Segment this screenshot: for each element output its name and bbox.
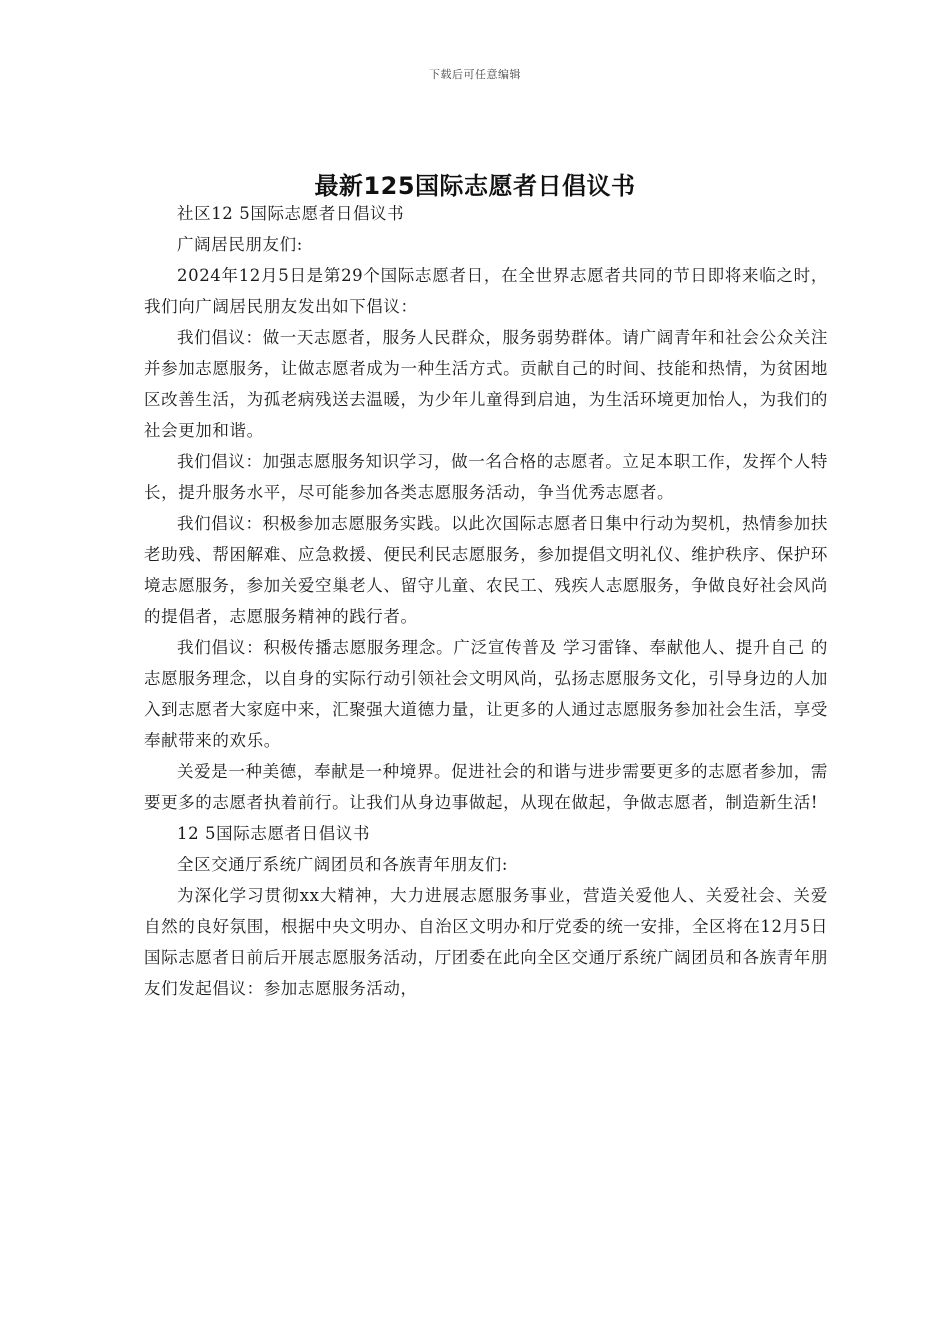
paragraph-proposal-1: 我们倡议：做一天志愿者，服务人民群众，服务弱势群体。请广阔青年和社会公众关注并参加志愿服务，让做志愿者成为一种生活方式。贡献自己的时间、技能和热情，为贫困地区改善生活，为孤老病残送去温暖，为少年儿童得到启迪，为生活环境更加怡人，为我们的社会更加和谐。 [144, 328, 828, 440]
paragraph-subtitle-community: 社区12 5国际志愿者日倡议书 [177, 204, 405, 223]
paragraph-proposal-4: 我们倡议：积极传播志愿服务理念。广泛宣传普及 学习雷锋、奉献他人、提升自己 的志愿服务理念，以自身的实际行动引领社会文明风尚，弘扬志愿服务文化，引导身边的人加入到志愿者大家庭中来，汇聚强大道德力量，让更多的人通过志愿服务参加社会生活，享受奉献带来的欢乐。 [144, 638, 828, 750]
paragraph-proposal-3: 我们倡议：积极参加志愿服务实践。以此次国际志愿者日集中行动为契机，热情参加扶老助残、帮困解难、应急救援、便民利民志愿服务，参加提倡文明礼仪、维护秩序、保护环境志愿服务，参加关爱空巢老人、留守儿童、农民工、残疾人志愿服务，争做良好社会风尚的提倡者，志愿服务精神的践行者。 [144, 514, 828, 626]
paragraph-salutation: 广阔居民朋友们: [177, 235, 303, 254]
paragraph-closing: 关爱是一种美德，奉献是一种境界。促进社会的和谐与进步需要更多的志愿者参加，需要更多的志愿者执着前行。让我们从身边事做起，从现在做起，争做志愿者，制造新生活! [144, 762, 828, 812]
paragraph-salutation-second: 全区交通厅系统广阔团员和各族青年朋友们: [177, 855, 509, 874]
document-body [144, 198, 828, 1004]
paragraph-subtitle-second: 12 5国际志愿者日倡议书 [177, 824, 371, 843]
paragraph-proposal-2: 我们倡议：加强志愿服务知识学习，做一名合格的志愿者。立足本职工作，发挥个人特长，提升服务水平，尽可能参加各类志愿服务活动，争当优秀志愿者。 [144, 452, 828, 502]
paragraph-second-intro: 为深化学习贯彻xx大精神，大力进展志愿服务事业，营造关爱他人、关爱社会、关爱自然的良好氛围，根据中央文明办、自治区文明办和厅党委的统一安排，全区将在12月5日 国际志愿者日前后开展志愿服务活动，厅团委在此向全区交通厅系统广阔团员和各族青年朋友们发起倡议：参加志愿服务活动， [144, 886, 828, 998]
paragraph-intro: 2024年12月5日是第29个国际志愿者日，在全世界志愿者共同的节日即将来临之时，我们向广阔居民朋友发出如下倡议： [144, 266, 828, 316]
document-title: 最新125国际志愿者日倡议书 [314, 172, 636, 201]
page-header-note: 下载后可任意编辑 [429, 68, 521, 81]
